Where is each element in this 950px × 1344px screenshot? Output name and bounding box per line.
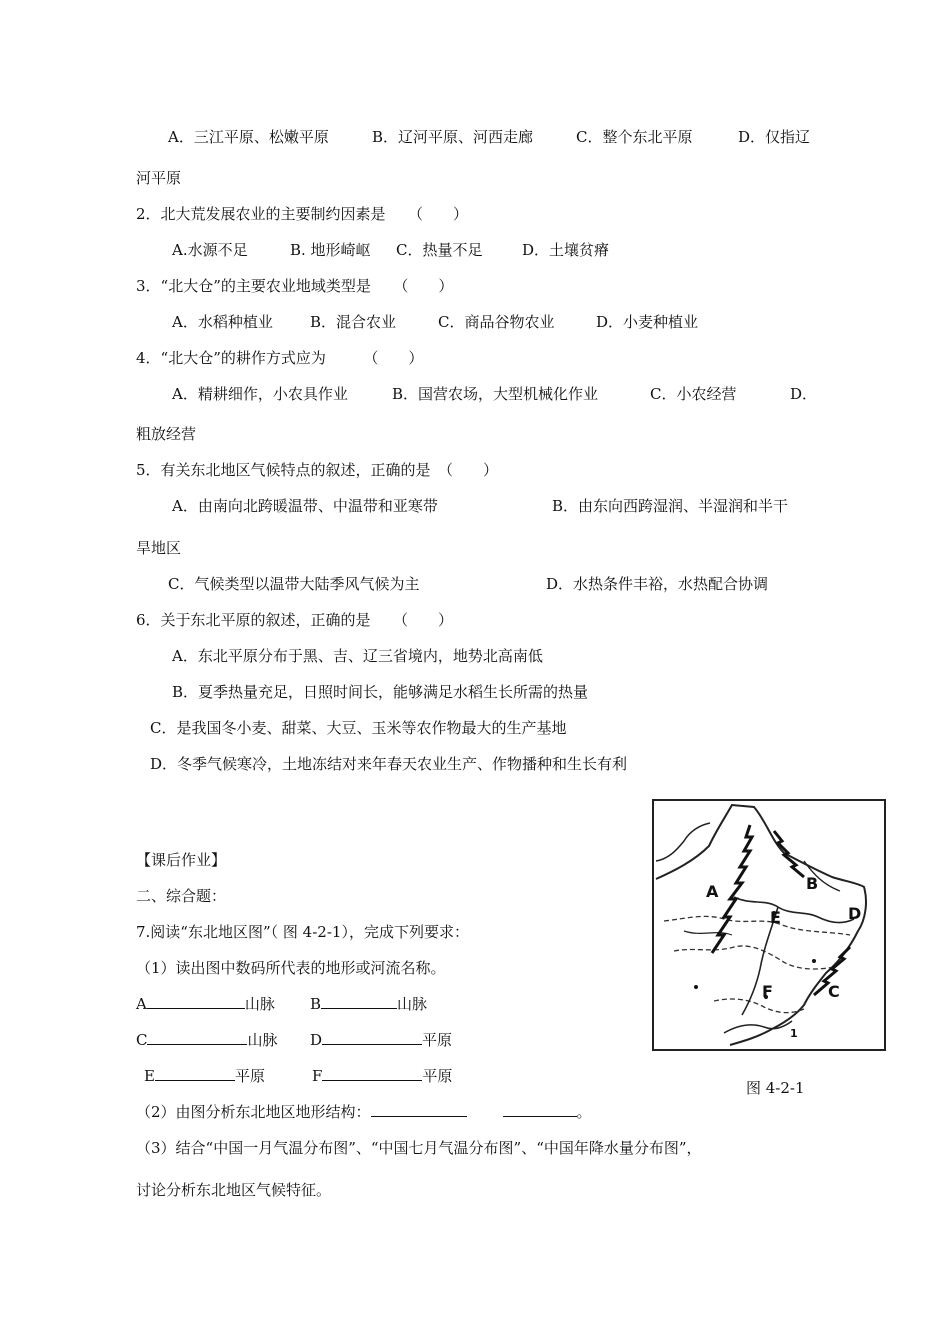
- map-label-e: E: [770, 908, 781, 927]
- q1-option-c: C．整个东北平原: [576, 128, 693, 146]
- q4-option-c: C．小农经营: [650, 385, 737, 403]
- q5-option-b: B．由东向西跨湿润、半湿润和半干: [552, 497, 789, 515]
- q5-option-b-continued: 旱地区: [136, 539, 182, 557]
- answer-c-blank[interactable]: [147, 1030, 247, 1045]
- q3-option-a: A．水稻种植业: [172, 313, 273, 331]
- q4-option-d-continued: 粗放经营: [136, 425, 197, 443]
- map-drawing: [654, 801, 884, 1049]
- answer-line-a: [136, 994, 275, 1014]
- q6-option-a: A．东北平原分布于黑、吉、辽三省境内，地势北高南低: [172, 647, 543, 665]
- q7-part3-line2: 讨论分析东北地区气候特征。: [136, 1181, 332, 1199]
- q7-part2-prefix: （2）由图分析东北地区地形结构：: [136, 1103, 371, 1121]
- q5-option-a: A．由南向北跨暖温带、中温带和亚寒带: [172, 497, 438, 515]
- q4-stem: 4．“北大仓”的耕作方式应为 （ ）: [136, 349, 424, 367]
- q2-stem: 2．北大荒发展农业的主要制约因素是 （ ）: [136, 205, 469, 223]
- northeast-region-map: [652, 799, 886, 1051]
- answer-e-blank[interactable]: [155, 1066, 235, 1081]
- map-caption: 图 4-2-1: [746, 1079, 805, 1097]
- q4-option-b: B．国营农场，大型机械化作业: [392, 385, 599, 403]
- answer-b-suffix: 山脉: [397, 995, 428, 1013]
- q6-option-d: D．冬季气候寒冷，土地冻结对来年春天农业生产、作物播种和生长有利: [150, 755, 628, 773]
- answer-c-letter: C: [136, 1031, 148, 1049]
- answer-line-f: [312, 1066, 452, 1086]
- q6-option-b: B．夏季热量充足，日照时间长，能够满足水稻生长所需的热量: [172, 683, 589, 701]
- answer-b-letter: B: [310, 995, 322, 1013]
- q7-stem: 7.阅读“东北地区图”（ 图 4-2-1），完成下列要求：: [136, 923, 469, 941]
- q7-part3-line1: （3）结合“中国一月气温分布图”、“中国七月气温分布图”、“中国年降水量分布图”，: [136, 1139, 702, 1157]
- answer-d-suffix: 平原: [422, 1031, 453, 1049]
- q3-option-c: C．商品谷物农业: [438, 313, 555, 331]
- q7-part2-end: 。: [576, 1103, 592, 1121]
- answer-line-c: [136, 1030, 278, 1050]
- q3-option-b: B．混合农业: [310, 313, 397, 331]
- q5-option-c: C．气候类型以温带大陆季风气候为主: [168, 575, 420, 593]
- answer-a-letter: A: [136, 995, 147, 1013]
- q2-option-b: B. 地形崎岖: [290, 241, 371, 259]
- q7-part2-blank-2[interactable]: [503, 1102, 577, 1117]
- q1-option-a: A．三江平原、松嫩平原: [168, 128, 329, 146]
- q7-part1: （1）读出图中数码所代表的地形或河流名称。: [136, 959, 446, 977]
- answer-a-suffix: 山脉: [244, 995, 275, 1013]
- map-label-c: C: [828, 982, 840, 1001]
- answer-c-suffix: 山脉: [247, 1031, 278, 1049]
- q3-option-d: D．小麦种植业: [596, 313, 699, 331]
- q1-option-d: D．仅指辽: [738, 128, 811, 146]
- q2-option-a: A.水源不足: [172, 241, 248, 259]
- q7-part2: [136, 1102, 592, 1122]
- q4-option-a: A．精耕细作，小农具作业: [172, 385, 348, 403]
- q5-stem: 5．有关东北地区气候特点的叙述，正确的是 （ ）: [136, 461, 499, 479]
- q7-part2-blank-1[interactable]: [371, 1102, 467, 1117]
- map-label-b: B: [806, 874, 819, 893]
- q3-stem: 3．“北大仓”的主要农业地域类型是 （ ）: [136, 277, 454, 295]
- q4-option-d: D．: [790, 385, 818, 403]
- map-label-a: A: [706, 882, 719, 901]
- answer-b-blank[interactable]: [321, 994, 397, 1009]
- q2-option-c: C．热量不足: [396, 241, 483, 259]
- q1-option-d-continued: 河平原: [136, 169, 182, 187]
- map-label-f: F: [762, 982, 773, 1001]
- answer-a-blank[interactable]: [147, 994, 245, 1009]
- q1-option-b: B．辽河平原、河西走廊: [372, 128, 534, 146]
- q2-option-d: D．土壤贫瘠: [522, 241, 610, 259]
- q5-option-d: D．水热条件丰裕，水热配合协调: [546, 575, 769, 593]
- answer-f-letter: F: [312, 1067, 323, 1085]
- answer-line-d: [310, 1030, 452, 1050]
- homework-heading: 【课后作业】: [136, 851, 227, 869]
- answer-line-b: [310, 994, 427, 1014]
- answer-line-e: [144, 1066, 265, 1086]
- map-label-number: 1: [790, 1027, 798, 1040]
- section-heading: 二、综合题：: [136, 887, 227, 905]
- answer-f-suffix: 平原: [422, 1067, 453, 1085]
- map-label-d: D: [848, 904, 862, 923]
- answer-d-letter: D: [310, 1031, 323, 1049]
- answer-f-blank[interactable]: [322, 1066, 422, 1081]
- answer-e-letter: E: [144, 1067, 155, 1085]
- answer-d-blank[interactable]: [322, 1030, 422, 1045]
- q6-option-c: C．是我国冬小麦、甜菜、大豆、玉米等农作物最大的生产基地: [150, 719, 567, 737]
- answer-e-suffix: 平原: [234, 1067, 265, 1085]
- q6-stem: 6．关于东北平原的叙述，正确的是 （ ）: [136, 611, 454, 629]
